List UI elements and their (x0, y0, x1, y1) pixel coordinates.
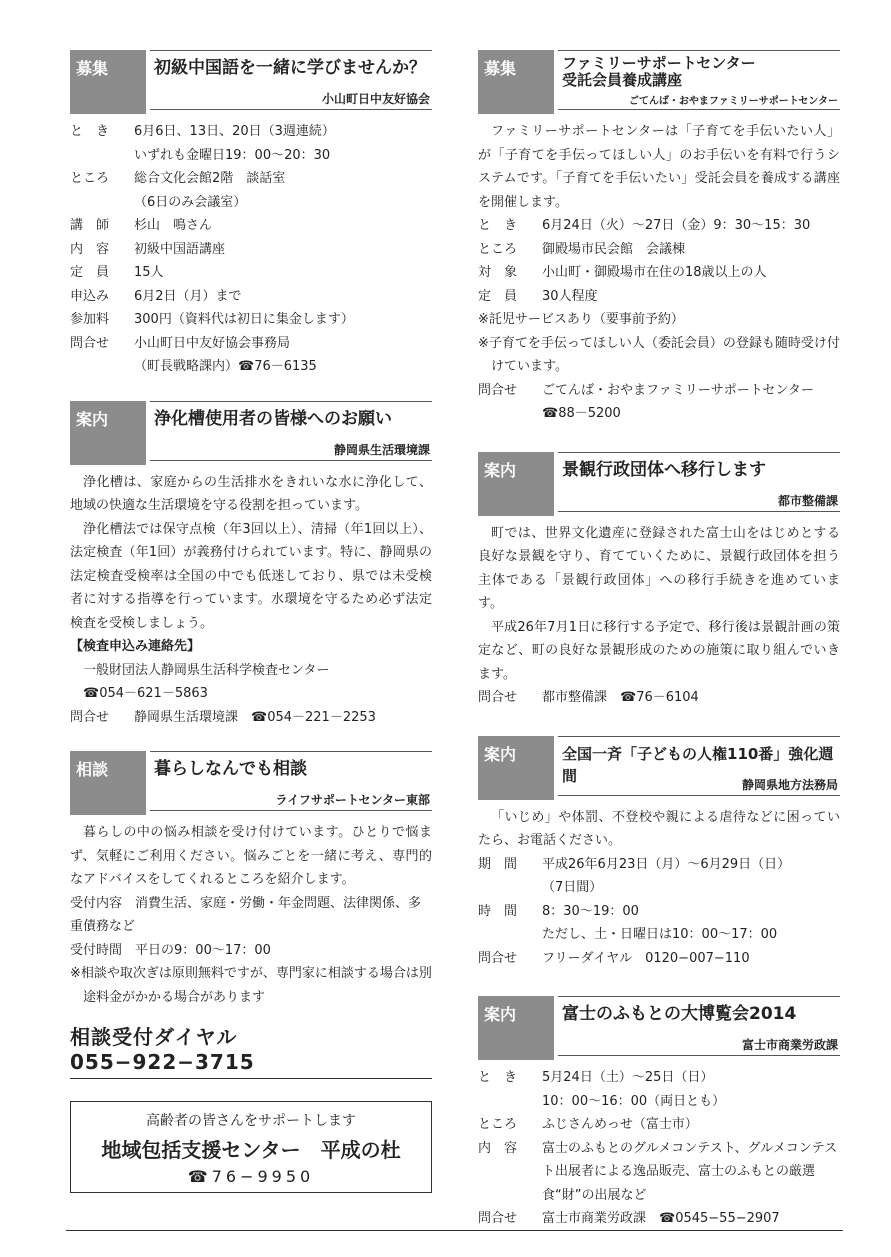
title-line-2: 受託会員養成講座 (562, 71, 683, 89)
row-label: ところ (478, 1117, 518, 1132)
row-label: 時 間 (478, 903, 518, 919)
inquiry-row (478, 379, 840, 403)
row-value: フリーダイヤル 0120−007−110 (542, 950, 750, 966)
row-label: と き (478, 1070, 518, 1085)
inquiry-row (478, 686, 840, 710)
title-line-1: ファミリーサポートセンター (562, 54, 756, 72)
row-value: 総合文化会館2階 談話室 (134, 171, 286, 186)
info-row (70, 261, 432, 285)
info-row (70, 214, 432, 238)
category-tag: 募集 (70, 50, 146, 114)
inquiry-row (70, 706, 432, 730)
info-row (70, 285, 432, 309)
row-label: 問合せ (478, 1211, 518, 1226)
info-row-continuation: （7日間） (542, 880, 603, 895)
consultation-dial: 相談受付ダイヤル 055−922−3715 (70, 1015, 432, 1079)
row-value: 富士市商業労政課 ☎0545−55−2907 (542, 1211, 780, 1226)
category-tag: 案内 (70, 401, 146, 465)
row-value: 5月24日（土）〜25日（日） (542, 1070, 714, 1085)
box-phone: ☎76−9950 (187, 1167, 315, 1186)
row-label: 期 間 (478, 856, 518, 872)
row-value: 6月2日（月）まで (134, 288, 242, 304)
row-label: 受付時間 (70, 942, 123, 958)
row-label: 定 員 (478, 288, 518, 304)
row-label: 参加料 (70, 312, 110, 327)
row-value: 30人程度 (542, 288, 598, 304)
section-title: 全国一斉「子どもの人権110番」強化週間 (558, 736, 840, 787)
section-header (478, 452, 840, 516)
organizer: 都市整備課 (777, 493, 838, 508)
section-header (70, 751, 432, 815)
header-rule (150, 109, 432, 110)
header-rule (558, 795, 840, 796)
contact-tel: ☎054－621－5863 (83, 686, 208, 701)
row-value: ふじさんめっせ（富士市） (542, 1117, 698, 1132)
box-line-2: 地域包括支援センター 平成の杜 (101, 1138, 401, 1162)
box-line-1: 高齢者の皆さんをサポートします (146, 1113, 356, 1129)
note: ※相談や取次ぎは原則無料ですが、専門家に相談する場合は別途料金がかかる場合があります (70, 966, 432, 1005)
section-title: 初級中国語を一緒に学びませんか？ (150, 50, 432, 79)
organizer: ライフサポートセンター東部 (275, 793, 430, 807)
section-body (478, 120, 840, 426)
info-row (70, 332, 432, 356)
section-body (70, 821, 432, 1009)
organizer: ごてんば・おやまファミリーサポートセンター (628, 96, 838, 107)
note: ※子育てを手伝ってほしい人（委託会員）の登録も随時受け付けています。 (478, 335, 840, 374)
inquiry-tel: ☎88－5200 (542, 406, 621, 421)
info-row (478, 947, 840, 971)
info-rows (478, 214, 840, 308)
row-label: 問合せ (478, 950, 518, 966)
row-label: ところ (70, 171, 110, 186)
header-rule (558, 511, 840, 512)
info-rows (70, 120, 432, 379)
organizer: 静岡県地方法務局 (741, 777, 838, 792)
info-row (70, 167, 432, 191)
notice-fuji-expo (478, 996, 840, 1231)
row-value: 静岡県生活環境課 ☎054－221－2253 (134, 709, 376, 725)
info-row-continuation: いずれも金曜日19：00〜20：30 (134, 147, 331, 163)
row-value: 小山町日中友好協会事務局 (134, 335, 291, 351)
page-bottom-rule (66, 1230, 843, 1231)
row-label: と き (478, 218, 518, 233)
section-title (558, 50, 840, 89)
section-title: 浄化槽使用者の皆様へのお願い (150, 401, 432, 430)
notice-landscape (478, 452, 840, 710)
row-value: 小山町・御殿場市在住の18歳以上の人 (542, 265, 767, 280)
header-rule (150, 460, 432, 461)
paragraph: ファミリーサポートセンターは「子育てを手伝いたい人」が「子育てを手伝ってほしい人」のお手伝いを有料で行うシステムです。「子育てを手伝いたい」受託会員を養成する講座を開催します。 (478, 124, 840, 210)
contact-org: 一般財団法人静岡県生活科学検査センター (83, 662, 330, 678)
notice-life-consultation (70, 751, 432, 1193)
section-body (70, 471, 432, 730)
info-row (70, 308, 432, 332)
paragraph: 「いじめ」や体罰、不登校や親による虐待などに困っていたら、お電話ください。 (478, 809, 840, 848)
notice-chinese-course (70, 50, 432, 379)
category-tag: 募集 (478, 50, 554, 114)
category-tag: 案内 (478, 452, 554, 516)
info-row-continuation: （6日のみ会議室） (134, 194, 247, 210)
right-column (478, 50, 840, 1231)
paragraph: 浄化槽法では保守点検（年3回以上）、清掃（年1回以上）、法定検査（年1回）が義務付けられています。特に、静岡県の法定検査受検率は全国の中でも低迷しており、県では未受検者に対する指導を行っています。水環境を守るため必ず法定検査を受検しましょう。 (70, 521, 432, 631)
row-label: 受付内容 (70, 895, 123, 911)
row-value: 15人 (134, 265, 164, 280)
category-tag: 案内 (478, 736, 554, 800)
section-body (478, 522, 840, 710)
row-label: 対 象 (478, 265, 518, 280)
row-value: 6月24日（火）〜27日（金）9：30〜15：30 (542, 218, 811, 233)
paragraph: 平成26年7月1日に移行する予定で、移行後は景観計画の策定など、町の良好な景観形成のための施策に取り組んでいきます。 (478, 619, 840, 682)
info-row (70, 120, 432, 144)
note: ※託児サービスあり（要事前予約） (478, 312, 684, 327)
notice-family-support (478, 50, 840, 426)
info-rows (478, 1066, 840, 1231)
info-row (478, 285, 840, 309)
section-header (70, 401, 432, 465)
row-label: ところ (478, 241, 518, 257)
organizer: 富士市商業労政課 (741, 1038, 838, 1052)
section-header (478, 50, 840, 114)
info-row (478, 238, 840, 262)
info-row (70, 238, 432, 262)
info-row (478, 900, 840, 924)
row-value: 6月6日、13日、20日（3週連続） (134, 124, 335, 139)
info-row (478, 1113, 840, 1137)
info-row (478, 1066, 840, 1090)
info-row (478, 261, 840, 285)
row-value: 8：30〜19：00 (542, 903, 639, 919)
row-label: 定 員 (70, 265, 110, 280)
row-value: 都市整備課 ☎76－6104 (542, 690, 699, 705)
section-title: 景観行政団体へ移行します (558, 452, 840, 481)
paragraph: 浄化槽は、家庭からの生活排水をきれいな水に浄化して、地域の快適な生活環境を守る役割を担っています。 (70, 474, 432, 513)
row-value: 御殿場市民会館 会議棟 (542, 241, 686, 257)
paragraph: 暮らしの中の悩み相談を受け付けています。ひとりで悩まず、気軽にご利用ください。悩みごとを一緒に考え、専門的なアドバイスをしてくれるところを紹介します。 (70, 825, 432, 887)
notice-child-rights (478, 736, 840, 971)
row-value: 平日の9：00〜17：00 (135, 942, 271, 958)
row-value: 300円（資料代は初日に集金します） (134, 312, 354, 327)
row-label: と き (70, 124, 110, 139)
header-rule (150, 810, 432, 811)
category-tag: 相談 (70, 751, 146, 815)
row-label: 問合せ (70, 335, 110, 351)
row-label: 講 師 (70, 218, 110, 233)
row-value: 初級中国語講座 (134, 241, 226, 257)
info-row (478, 853, 840, 877)
section-header (70, 50, 432, 114)
section-title: 富士のふもとの大博覧会2014 (558, 996, 840, 1025)
row-value: 消費生活、家庭・労働・年金問題、法律関係、多重債務など (70, 895, 422, 934)
row-value: ごてんば・おやまファミリーサポートセンター (542, 382, 814, 398)
section-body (478, 806, 840, 971)
organizer: 小山町日中友好協会 (321, 92, 430, 106)
reception-hours (70, 939, 432, 963)
header-rule (558, 1055, 840, 1056)
reception-content (70, 892, 432, 939)
info-row-continuation: ただし、土・日曜日は10：00〜17：00 (542, 927, 778, 942)
row-label: 問合せ (478, 690, 518, 705)
row-label: 内 容 (478, 1140, 518, 1156)
info-row (478, 1137, 840, 1208)
row-label: 内 容 (70, 241, 110, 257)
row-label: 問合せ (70, 709, 110, 725)
organizer: 静岡県生活環境課 (333, 442, 430, 457)
info-row (478, 1207, 840, 1231)
info-rows (478, 853, 840, 971)
notice-septic-tank (70, 401, 432, 730)
info-row-continuation: （町長戦略課内）☎76－6135 (134, 359, 317, 374)
category-tag: 案内 (478, 996, 554, 1060)
section-title: 暮らしなんでも相談 (150, 751, 432, 780)
row-value: 杉山 鳴さん (134, 218, 213, 233)
section-header (478, 996, 840, 1060)
row-label: 申込み (70, 288, 110, 304)
row-value: 富士のふもとのグルメコンテスト、グルメコンテスト出展者による逸品販売、富士のふもとの厳選食“財”の出展など (542, 1140, 838, 1203)
header-rule (558, 109, 840, 110)
contact-heading: 【検査申込み連絡先】 (70, 639, 201, 654)
paragraph: 町では、世界文化遺産に登録された富士山をはじめとする良好な景観を守り、育てていくために、景観行政団体を担う主体である「景観行政団体」への移行手続きを進めています。 (478, 525, 840, 611)
info-row (478, 214, 840, 238)
support-center-box (70, 1101, 432, 1193)
row-label: 問合せ (478, 382, 518, 398)
info-row-continuation: 10：00〜16：00（両日とも） (542, 1093, 726, 1109)
left-column (70, 50, 432, 1193)
section-header (478, 736, 840, 800)
row-value: 平成26年6月23日（月）〜6月29日（日） (542, 856, 791, 872)
